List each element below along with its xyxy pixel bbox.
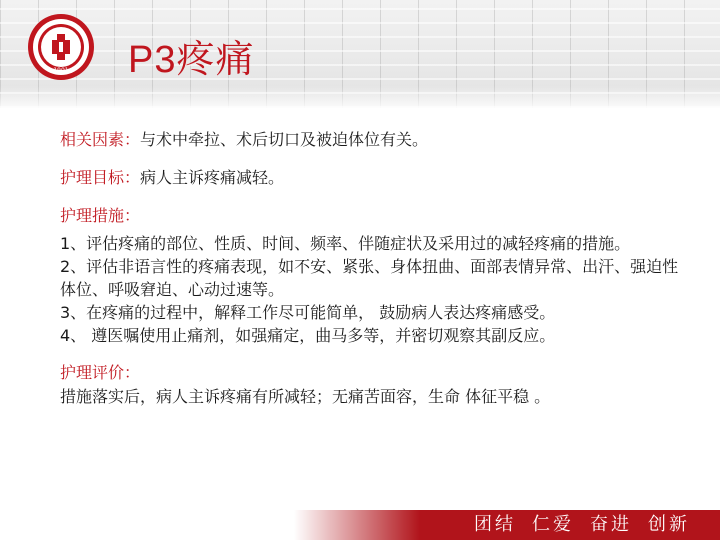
measure-item: 2、评估非语言性的疼痛表现，如不安、紧张、身体扭曲、面部表情异常、出汗、强迫性体位、呼吸窘迫、心动过速等。 xyxy=(60,257,679,299)
goal-text: 病人主诉疼痛减轻。 xyxy=(140,168,285,187)
main-content xyxy=(60,128,688,408)
motto-word: 奋进 xyxy=(590,514,632,535)
factors-label: 相关因素： xyxy=(60,130,141,149)
motto-word: 仁爱 xyxy=(532,514,574,535)
goal-line xyxy=(60,166,688,190)
measures-list xyxy=(60,232,688,347)
measure-item: 4、 遵医嘱使用止痛剂，如强痛定，曲马多等，并密切观察其副反应。 xyxy=(60,326,556,345)
measure-item: 1、评估疼痛的部位、性质、时间、频率、伴随症状及采用过的减轻疼痛的措施。 xyxy=(60,234,631,253)
evaluation-text: 措施落实后，病人主诉疼痛有所减轻；无痛苦面容，生命 体征平稳 。 xyxy=(60,387,551,406)
page-title: P3疼痛 xyxy=(128,39,255,81)
goal-label: 护理目标： xyxy=(60,168,141,187)
motto-word: 创新 xyxy=(648,514,690,535)
footer-motto xyxy=(458,512,690,538)
logo-year: 1901 xyxy=(53,67,69,74)
evaluation-label: 护理评价： xyxy=(60,363,141,382)
hospital-logo-icon xyxy=(26,12,96,82)
factors-line xyxy=(60,128,688,152)
motto-word: 团结 xyxy=(474,514,516,535)
factors-text: 与术中牵拉、术后切口及被迫体位有关。 xyxy=(140,130,429,149)
measure-item: 3、在疼痛的过程中，解释工作尽可能简单， 鼓励病人表达疼痛感受。 xyxy=(60,303,556,322)
measures-label: 护理措施： xyxy=(60,206,141,225)
footer-fade xyxy=(0,510,420,540)
header-fade xyxy=(0,86,720,112)
